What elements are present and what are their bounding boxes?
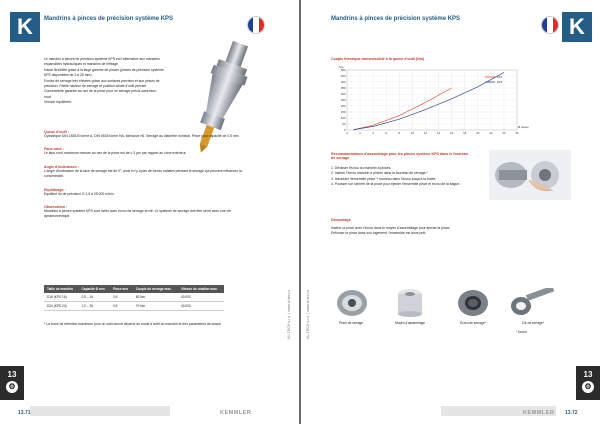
table-header: Vitesse de rotation max. [178, 285, 224, 293]
footnote: * La force de rétention maximum pour un outil donné dépend du mode d'arrêt du mandrin et des paramètres de coupe. [44, 322, 222, 326]
left-page [0, 0, 299, 424]
chart-x-tick-label: 16 [450, 131, 454, 135]
chart-x-tick-label: 10 [410, 131, 414, 135]
section-text: Equilibré fin de précision G 2,5 à 25 000 tr/min. [44, 191, 115, 196]
chapter-icon: ⚙ [6, 381, 18, 393]
section-heading: Angle d'inclinaison : [44, 164, 79, 169]
intro-text: Haute flexibilité grâce à la large gamme de pinces (pinces de précision système KPS disponibles de 3 à 25 mm). [44, 67, 164, 78]
intro-text: Forces de serrage très élevées grâce aux surfaces précises et aux pinces de précision. Faible hauteur de serrage et position axiale d'outil précise. [44, 78, 160, 89]
chart-y-tick-label: 100 [340, 116, 346, 120]
torque-chart [331, 62, 536, 147]
chart-x-tick-label: 2 [359, 131, 361, 135]
chart-y-tick-label: 50 [342, 122, 346, 126]
chart-y-tick-label: 250 [340, 98, 346, 102]
table-cell: 70 Nm [133, 302, 178, 311]
page-title: Mandrins à pinces de précision système KPS [44, 16, 174, 22]
chart-y-tick-label: 200 [340, 104, 346, 108]
table-cell: 60 Nm [133, 293, 178, 302]
brand-name: KEMMLER [523, 410, 555, 416]
table-cell: D16 (KPS 16) [44, 293, 79, 302]
kemmler-logo: K [562, 12, 592, 42]
table-cell: 40.000 [178, 293, 224, 302]
assembly-image [489, 150, 571, 200]
table-cell: 40.000 [178, 302, 224, 311]
chapter-number: 13 [7, 370, 17, 379]
side-website-text: KL-TECH s.r.o. | www.kl-tec.cz [287, 290, 291, 339]
section-heading: Observation : [44, 205, 68, 210]
page-number: 13.71 [18, 410, 31, 416]
assembly-tool-image [393, 288, 427, 318]
assembly-heading: Recommandations d'assemblage pour les pinces système KPS dans le fourreau de serrage [331, 152, 468, 160]
intro-text: Le mandrin à pinces de précision système KPS est l'alternative aux mandrins expansibles hydrauliques et mandrins de frettage. [44, 57, 160, 67]
section-text: L'angle d'inclinaison de la face de serrage est de 0°, ainsi il n'y a pas de forces radiales pendant le serrage qui peuvent influencer la concentricité. [44, 168, 242, 179]
table-header: Pince mm [110, 285, 133, 293]
chapter-tab [576, 366, 600, 400]
french-flag-icon [247, 16, 265, 34]
chart-heading: Couple théorique transmissible à la queue d'outil (Nm) [331, 57, 425, 61]
chart-y-label: Nm [339, 65, 344, 69]
chart-x-tick-label: 22 [489, 131, 493, 135]
table-row [44, 293, 224, 302]
chart-y-tick-label: 400 [340, 80, 346, 84]
intro-block [44, 57, 164, 106]
chart-x-label: Ø queue [518, 125, 529, 129]
chart-y-tick-label: 350 [340, 86, 346, 90]
chart-x-tick-label: 20 [476, 131, 480, 135]
collet-image [335, 288, 369, 318]
supplied-note: * fourni [516, 330, 527, 334]
assembly-steps [331, 166, 476, 188]
chart-y-tick-label: 0 [343, 128, 346, 132]
kemmler-logo: K [10, 12, 40, 42]
spec-table [44, 285, 224, 311]
wrench-image [509, 288, 557, 318]
chart-legend-label: D16 [497, 75, 503, 79]
intro-text: Version équilibrée. [44, 100, 72, 105]
chapter-icon: ⚙ [582, 381, 594, 393]
table-cell: 0,5 – 16 [79, 293, 111, 302]
section-text: Le faux-rond maximum mesuré au nez de la pince est de ≤ 3 µm par rapport au cône extérieur. [44, 151, 187, 156]
page-title: Mandrins à pinces de précision système KPS [331, 16, 461, 22]
chart-y-tick-label: 300 [340, 92, 346, 96]
step-item: 2. Insérer l'écrou mandrin à pinces dans la fourreau de serrage.* [331, 171, 428, 176]
table-cell: 0,5 [110, 293, 133, 302]
product-caption: Écrou de serrage* [460, 321, 486, 325]
chapter-tab [0, 366, 24, 400]
section-heading: Queue d'outil : [44, 130, 70, 134]
chapter-number: 13 [583, 370, 593, 379]
footer-bar [30, 406, 170, 416]
product-caption: Clé de serrage* [521, 321, 545, 325]
chart-x-tick-label: 0 [346, 131, 348, 135]
right-page [301, 0, 600, 424]
chart-x-tick-label: 14 [436, 131, 441, 135]
disassembly-text: Insérer la pince avec l'écrou dans le moyen d'assemblage pour éjecter la pince. Enfoncer la pince dans son logement, l'ensemble est alors prêt. [331, 226, 451, 236]
step-item: 3. Introduire l'ensemble pince + fourreau dans l'écrou jusqu'à la butée. [331, 176, 437, 181]
step-item: 4. Pousser sur l'arrière de la pince pour éjecter l'ensemble pince et écrou de la bague. [331, 182, 461, 187]
table-cell: 0,5 [110, 302, 133, 311]
table-cell: D24 (KPS 24) [44, 302, 79, 311]
chart-y-tick-label: 500 [340, 68, 346, 72]
chart-x-tick-label: 6 [385, 131, 388, 135]
table-header: Couple de serrage max. [133, 285, 178, 293]
chart-legend-label: D24 [497, 80, 503, 84]
section-text: Mandrins à pinces système KPS sont livrés avec écrou de serrage et clé. Le système de serrage doit être serré avec une clé dynamométrique. [44, 209, 231, 219]
french-flag-icon [541, 16, 559, 34]
chart-x-tick-label: 26 [515, 131, 519, 135]
table-row [44, 302, 224, 311]
step-item: 1. Dévisser l'écrou du mandrin à pinces. [331, 166, 392, 170]
chart-x-tick-label: 18 [463, 131, 467, 135]
chart-x-tick-label: 24 [502, 131, 506, 135]
table-header: Taille de mandrin [44, 285, 79, 293]
section-text: Cylindrique DIN 1835-B forme A, DIN 6535 forme HA, tolérance h6. Serrage au diamètre nominal. Pince pour capacité de 0,5 mm. [44, 134, 240, 138]
intro-text: Concentricité garantie au nez de la pince pour un serrage précis sans faux-rond. [44, 89, 157, 99]
table-header: Capacité Ø mm [79, 285, 111, 293]
brand-name: KEMMLER [220, 410, 252, 416]
specifications [44, 130, 249, 220]
chart-y-tick-label: 450 [340, 74, 346, 78]
section-heading: Faux-rond : [44, 147, 64, 152]
chart-y-tick-label: 150 [340, 110, 346, 114]
chart-x-tick-label: 12 [423, 131, 428, 135]
page-number: 13.72 [565, 410, 578, 416]
side-website-text: KL-TECH s.r.o. | www.kl-tec.cz [306, 290, 310, 339]
disassembly-heading: Démontage [331, 218, 351, 222]
nut-image [456, 288, 490, 318]
product-caption: Moyen d'assemblage [394, 321, 426, 325]
chart-x-tick-label: 8 [398, 131, 401, 135]
chart-x-tick-label: 4 [372, 131, 374, 135]
product-caption: Pince de serrage [338, 321, 364, 325]
section-heading: Equilibrage : [44, 187, 66, 192]
table-cell: 1,0 – 26 [79, 302, 111, 311]
